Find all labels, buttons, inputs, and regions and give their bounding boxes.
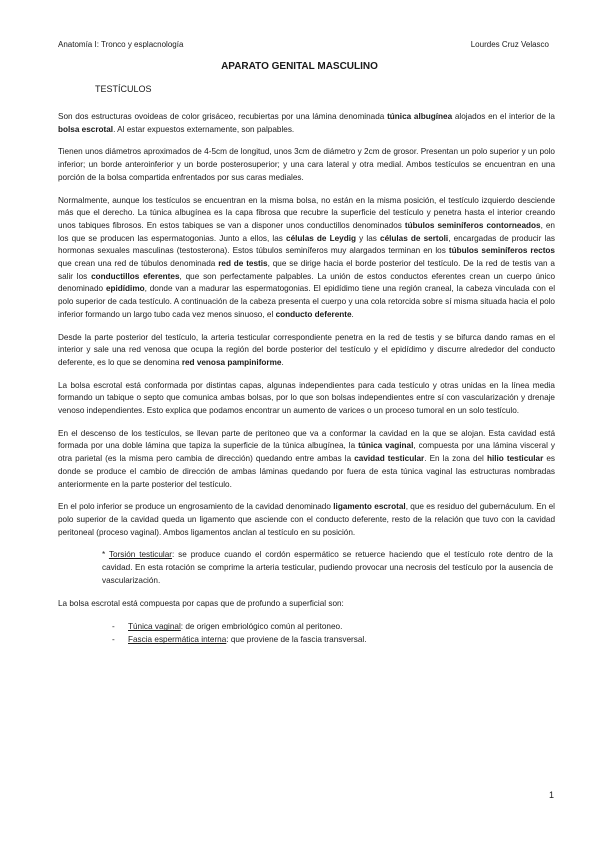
paragraph-2: Tienen unos diámetros aproximados de 4-5cm de longitud, unos 3cm de diámetro y 2cm de grosor. Presentan un polo superior y un polo inferior; un borde anteroinferior y un borde posterosuperior; y una cara lateral y otra medial. Ambos testículos se encuentran en una porción de la bolsa compartida enfrentados por sus caras mediales. [58,147,555,182]
paragraph-7: En el polo inferior se produce un engrosamiento de la cavidad denominado ligamento escrotal, que es residuo del gubernáculum. En el polo superior de la cavidad queda un ligamento que asciende con el conducto deferente, resto de la relación que tuvo con la cavidad peritoneal (proceso vaginal). Ambos ligamentos anclan al testículo en su posición. [58,502,555,537]
list-item: - Fascia espermática interna: que proviene de la fascia transversal. [118,633,555,646]
paragraph-8: La bolsa escrotal está compuesta por capas que de profundo a superficial son: [58,598,344,608]
paragraph-6: En el descenso de los testículos, se llevan parte de peritoneo que va a conformar la cavidad en la que se alojan. Esta cavidad está formada por una doble lámina que tapiza la superficie de la túnica albugínea, la túnica vaginal, compuesta por una lámina visceral y otra parietal (es la misma pero cambia de dirección) quedando entre ambas la cavidad testicular. En la zona del hilio testicular es donde se produce el cambio de dirección de ambas láminas quedando por fuera de esta túnica vaginal las estructuras nombradas anteriormente en la parte posterior del testículo. [58,428,555,489]
section-heading: TESTÍCULOS [95,84,152,94]
layers-list [58,620,555,646]
document-body [58,111,555,646]
paragraph-5: La bolsa escrotal está conformada por distintas capas, algunas independientes para cada testículo y otras unidas en la línea media formando un tabique o septo que comunica ambas bolsas, por lo que son bolsas independientes entre sí con vascularización y drenaje venoso independientes. Esto explica que podamos encontrar un aumento de varices o un proceso tumoral en un solo testículo. [58,380,555,416]
note-torsion: * Torsión testicular: se produce cuando el cordón espermático se retuerce haciendo que el testículo rote dentro de la cavidad. En esta rotación se comprime la arteria testicular, pudiendo provocar una necrosis del testículo por la ausencia de vascularización. [102,550,553,585]
paragraph-4: Desde la parte posterior del testículo, la arteria testicular correspondiente penetra en la red de testis y se bifurca dando ramas en el interior y sale una red venosa que ocupa la región del borde posterior del testículo y el epidídimo y discurre alrededor del conducto deferente, es lo que se denomina red venosa pampiniforme. [58,332,555,367]
paragraph-1: Son dos estructuras ovoideas de color grisáceo, recubiertas por una lámina denominada túnica albugínea alojados en el interior de la bolsa escrotal. Al estar expuestos externamente, son palpables. [58,112,555,134]
page-title: APARATO GENITAL MASCULINO [221,61,378,72]
header-course: Anatomía I: Tronco y esplacnología [58,40,184,49]
header-author: Lourdes Cruz Velasco [470,40,549,49]
list-item: - Túnica vaginal: de origen embriológico común al peritoneo. [118,620,555,633]
page-number: 1 [548,790,554,800]
paragraph-3: Normalmente, aunque los testículos se encuentran en la misma bolsa, no están en la misma posición, el testículo izquierdo desciende más que el derecho. La túnica albugínea es la capa fibrosa que recubre la superficie del testículo y penetra hasta el interior creando unos tabiques fibrosos. En estos tabiques se van a disponer unos conductillos denominados túbulos seminíferos contorneados, en los que se producen las espermatogonias. Junto a ellos, las células de Leydig y las células de sertoli, encargadas de producir las hormonas sexuales masculinas (testosterona). Estos túbulos seminíferos muy alargados terminan en los túbulos seminíferos rectos que crean una red de túbulos denominada red de testis, que se dirige hacia el borde posterior del testículo. De la red de testis van a salir los conductillos eferentes, que son perfectamente palpables. La unión de estos conductos eferentes crean un cuerpo único denominado epidídimo, donde van a madurar las espermatogonias. El epidídimo tiene una región craneal, la cabeza vinculada con el polo superior de cada testículo. A continuación de la cabeza presenta el cuerpo y una cola retorcida sobre sí misma situada hacia el polo inferior formando un largo tubo cada vez menos sinuoso, el conducto deferente. [58,195,556,319]
